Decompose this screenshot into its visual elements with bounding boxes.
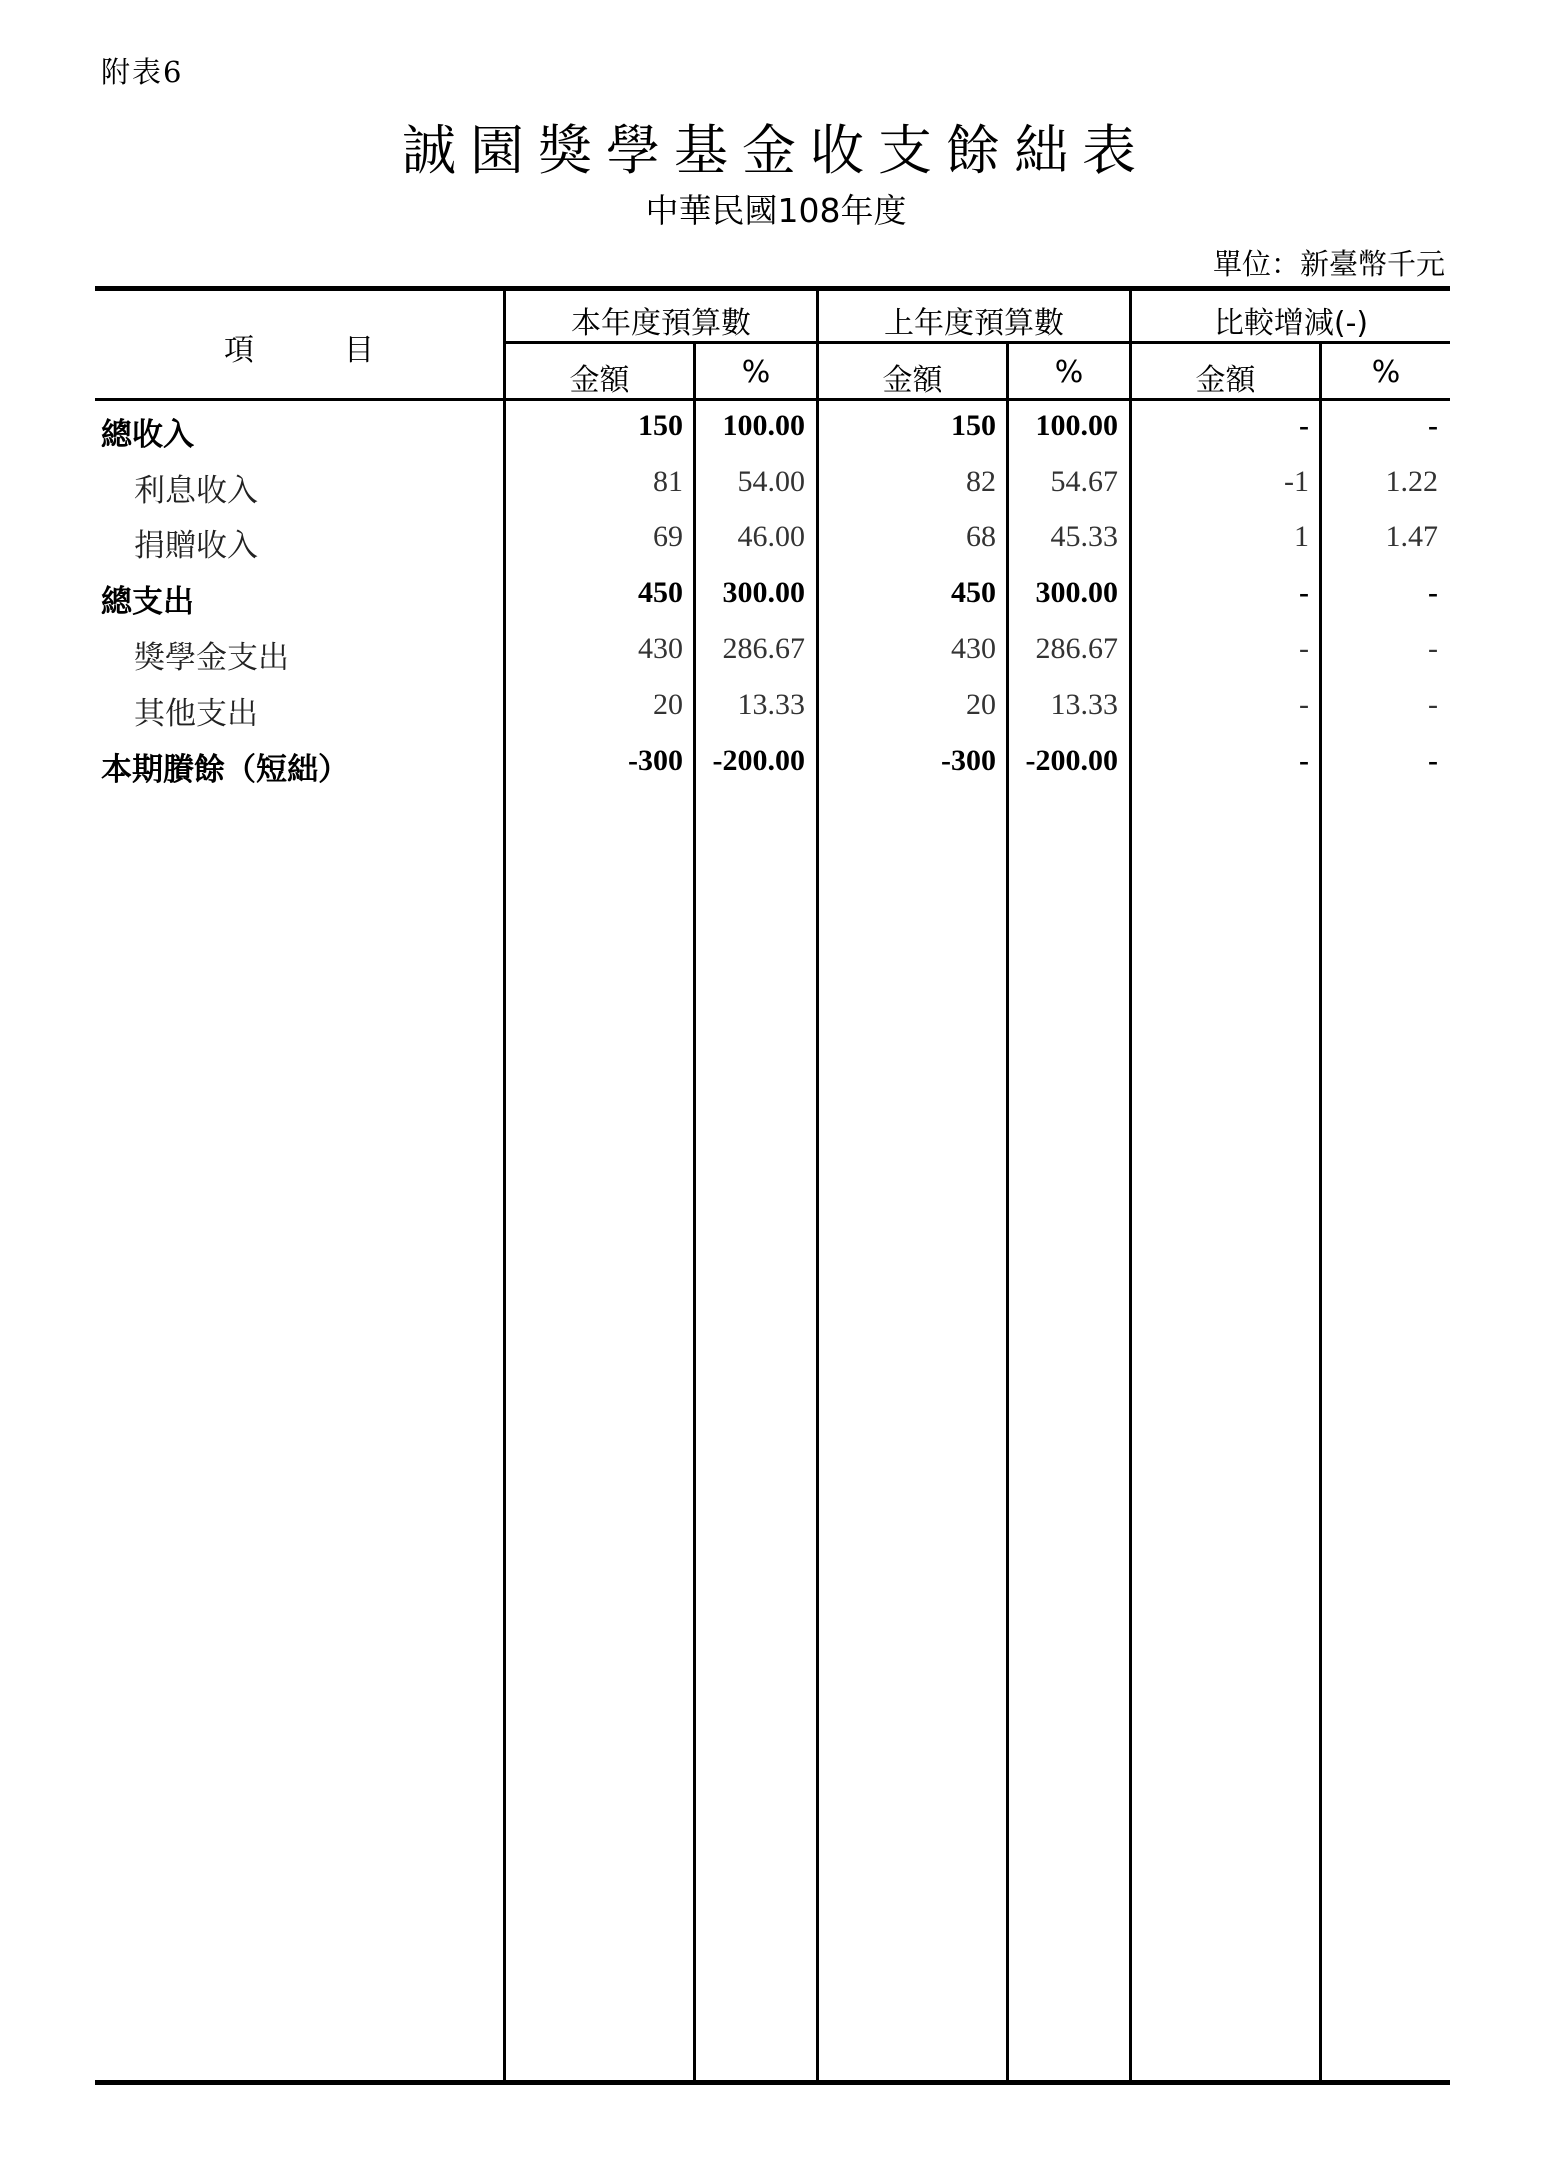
current-amount: 20 [653, 688, 683, 721]
row-label: 總支出 [101, 584, 194, 620]
header-percent: % [1371, 355, 1401, 390]
fiscal-year-subtitle: 中華民國108年度 [645, 191, 907, 230]
difference-percent: - [1428, 632, 1438, 665]
difference-percent: 1.22 [1385, 465, 1438, 498]
page-title: 誠園獎學基金收支餘絀表 [402, 119, 1150, 182]
table-row [0, 568, 1552, 624]
previous-amount: 20 [966, 688, 996, 721]
current-amount: 430 [638, 632, 683, 665]
previous-percent: 45.33 [1050, 520, 1118, 553]
difference-amount: - [1299, 576, 1309, 609]
current-amount: 150 [638, 409, 683, 442]
previous-amount: 68 [966, 520, 996, 553]
row-label: 利息收入 [134, 473, 258, 509]
table-row [0, 736, 1552, 792]
difference-amount: -1 [1284, 465, 1309, 498]
current-amount: 450 [638, 576, 683, 609]
current-percent: 300.00 [722, 576, 805, 609]
header-percent: % [1054, 355, 1084, 390]
previous-amount: 430 [951, 632, 996, 665]
current-percent: 46.00 [737, 520, 805, 553]
difference-amount: - [1299, 688, 1309, 721]
currency-unit: 單位：新臺幣千元 [1212, 247, 1445, 281]
table-row [0, 457, 1552, 513]
previous-percent: 54.67 [1050, 465, 1118, 498]
current-percent: 54.00 [737, 465, 805, 498]
row-label: 其他支出 [134, 696, 258, 732]
previous-percent: 100.00 [1035, 409, 1118, 442]
header-current-year: 本年度預算數 [571, 306, 751, 341]
header-amount: 金額 [1195, 363, 1256, 398]
current-percent: 13.33 [737, 688, 805, 721]
previous-amount: 150 [951, 409, 996, 442]
previous-amount: 82 [966, 465, 996, 498]
table-row [0, 624, 1552, 680]
current-amount: 69 [653, 520, 683, 553]
header-amount: 金額 [569, 363, 630, 398]
difference-percent: - [1428, 576, 1438, 609]
table-row [0, 680, 1552, 736]
table-bottom-border [95, 2080, 1450, 2085]
current-amount: 81 [653, 465, 683, 498]
row-label: 捐贈收入 [134, 528, 258, 564]
difference-amount: - [1299, 632, 1309, 665]
table-top-border [95, 286, 1450, 291]
previous-amount: -300 [941, 744, 996, 777]
difference-percent: - [1428, 744, 1438, 777]
current-amount: -300 [628, 744, 683, 777]
difference-amount: - [1299, 409, 1309, 442]
difference-percent: - [1428, 409, 1438, 442]
header-difference: 比較增減(-) [1213, 306, 1369, 341]
difference-percent: 1.47 [1385, 520, 1438, 553]
previous-percent: 286.67 [1035, 632, 1118, 665]
header-previous-year: 上年度預算數 [884, 306, 1064, 341]
current-percent: 286.67 [722, 632, 805, 665]
previous-percent: -200.00 [1025, 744, 1118, 777]
previous-percent: 13.33 [1050, 688, 1118, 721]
current-percent: 100.00 [722, 409, 805, 442]
appendix-label: 附表6 [101, 55, 184, 89]
current-percent: -200.00 [712, 744, 805, 777]
header-amount: 金額 [882, 363, 943, 398]
difference-amount: 1 [1294, 520, 1309, 553]
difference-percent: - [1428, 688, 1438, 721]
row-label: 總收入 [101, 417, 194, 453]
previous-percent: 300.00 [1035, 576, 1118, 609]
previous-amount: 450 [951, 576, 996, 609]
row-label: 本期賸餘（短絀） [101, 752, 349, 788]
row-label: 獎學金支出 [134, 640, 289, 676]
table-row [0, 512, 1552, 568]
difference-amount: - [1299, 744, 1309, 777]
table-row [0, 401, 1552, 457]
header-percent: % [741, 355, 771, 390]
header-item: 項 目 [224, 333, 374, 368]
